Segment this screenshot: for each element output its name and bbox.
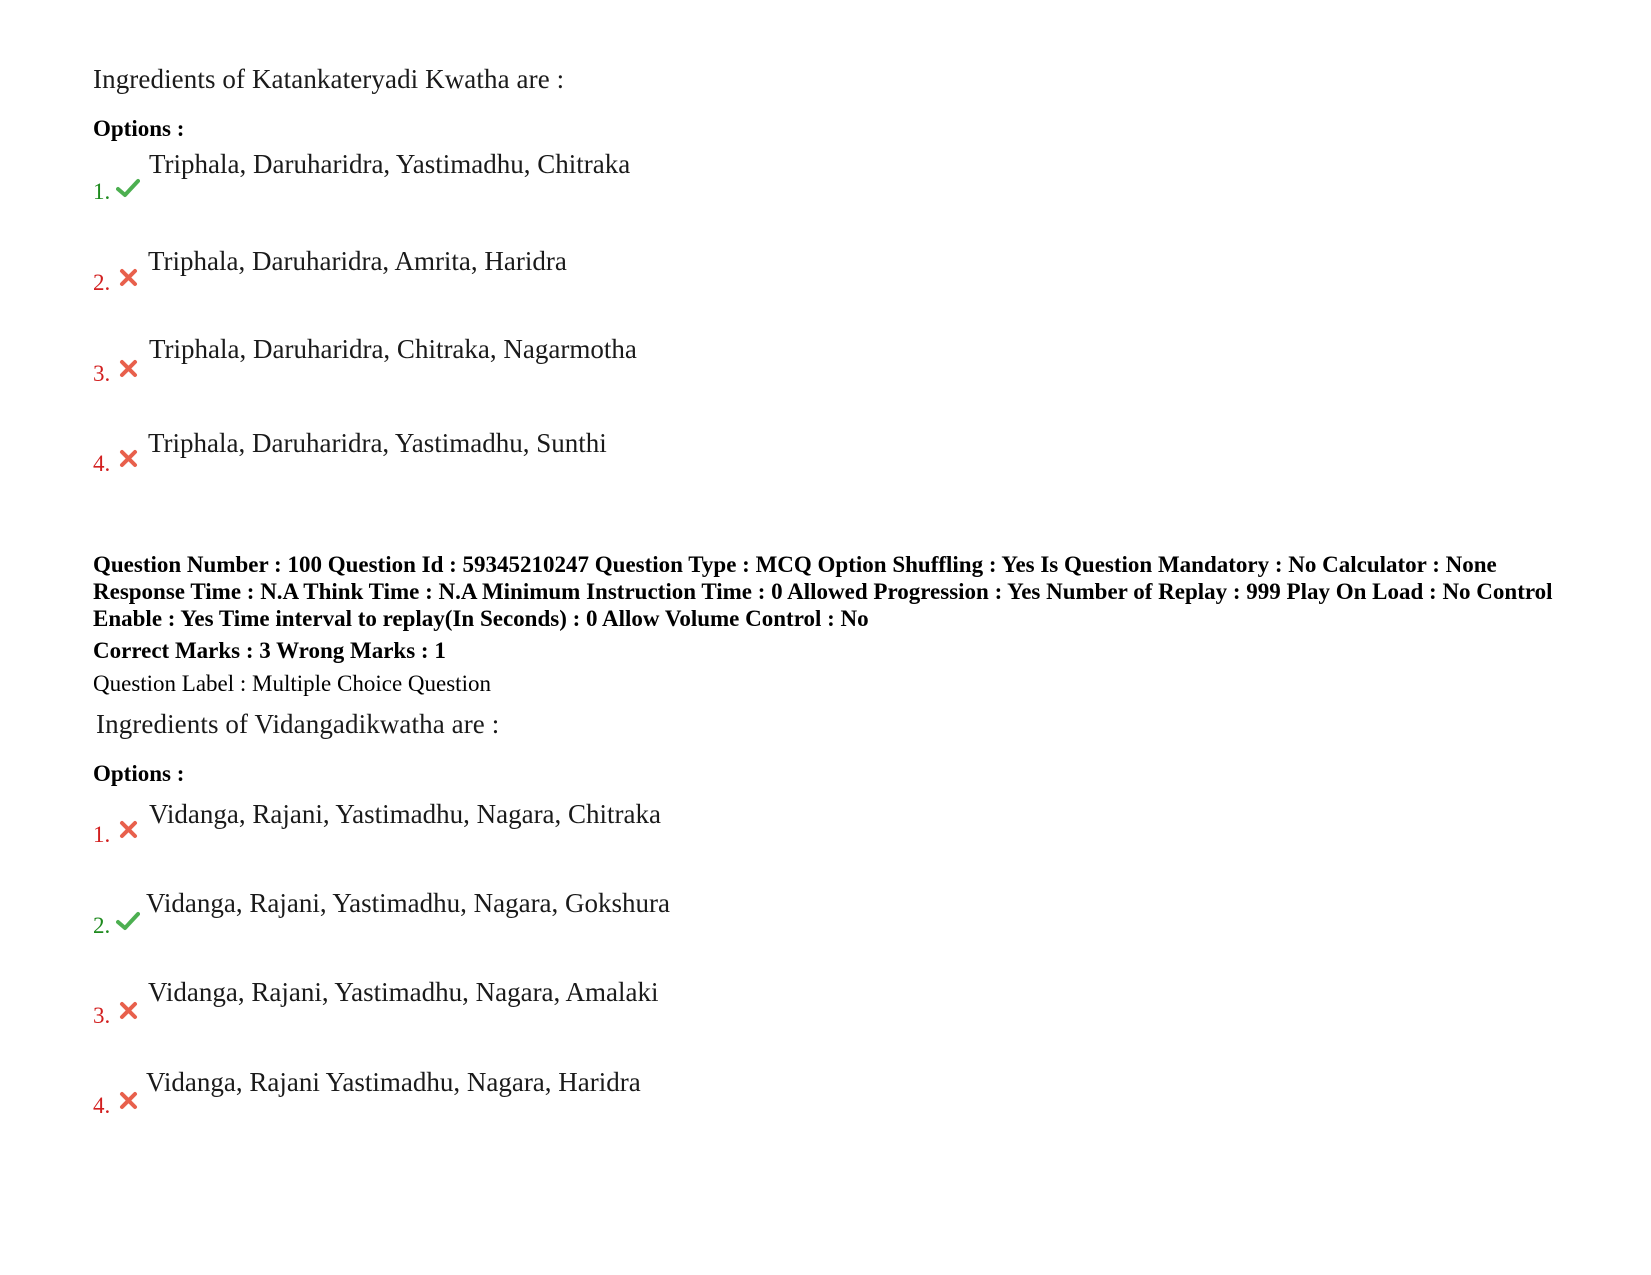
option-text: Vidanga, Rajani, Yastimadhu, Nagara, Amalaki bbox=[148, 977, 659, 1007]
option-number: 1. bbox=[93, 822, 111, 847]
option-text: Triphala, Daruharidra, Yastimadhu, Chitraka bbox=[149, 149, 631, 179]
check-icon bbox=[116, 911, 140, 931]
options-heading: Options : bbox=[93, 116, 185, 141]
option-text: Vidanga, Rajani Yastimadhu, Nagara, Haridra bbox=[146, 1067, 641, 1097]
option-text: Triphala, Daruharidra, Yastimadhu, Sunthi bbox=[148, 428, 607, 458]
option-number: 4. bbox=[93, 1093, 111, 1118]
cross-icon bbox=[117, 268, 141, 288]
option-number: 4. bbox=[93, 451, 111, 476]
cross-icon bbox=[117, 449, 141, 469]
question-marks: Correct Marks : 3 Wrong Marks : 1 bbox=[93, 638, 446, 663]
question-label: Question Label : Multiple Choice Question bbox=[93, 671, 491, 696]
option-number: 1. bbox=[93, 179, 111, 204]
option-text: Vidanga, Rajani, Yastimadhu, Nagara, Gokshura bbox=[146, 888, 671, 918]
question-text: Ingredients of Vidangadikwatha are : bbox=[96, 709, 500, 739]
cross-icon bbox=[117, 1091, 141, 1111]
cross-icon bbox=[117, 1001, 141, 1021]
cross-icon bbox=[117, 359, 141, 379]
option-text: Vidanga, Rajani, Yastimadhu, Nagara, Chitraka bbox=[149, 799, 662, 829]
question-text: Ingredients of Katankateryadi Kwatha are : bbox=[93, 64, 565, 94]
option-text: Triphala, Daruharidra, Chitraka, Nagarmotha bbox=[149, 334, 637, 364]
option-number: 3. bbox=[93, 1003, 111, 1028]
option-number: 3. bbox=[93, 361, 111, 386]
question-meta: Question Number : 100 Question Id : 59345210247 Question Type : MCQ Option Shuffling : Yes Is Question Mandatory : No Calculator : None Response Time : N.A Think Time : N.A Minimum Instruction Time : 0 Allowed Progression : Yes Number of Replay : 999 Play On Load : No Control Enable : Yes Time interval to replay(In Seconds) : 0 Allow Volume Control : No bbox=[93, 552, 1553, 631]
option-number: 2. bbox=[93, 270, 111, 295]
option-number: 2. bbox=[93, 913, 111, 938]
option-text: Triphala, Daruharidra, Amrita, Haridra bbox=[148, 246, 567, 276]
options-heading: Options : bbox=[93, 761, 185, 786]
cross-icon bbox=[117, 820, 141, 840]
check-icon bbox=[116, 178, 140, 198]
